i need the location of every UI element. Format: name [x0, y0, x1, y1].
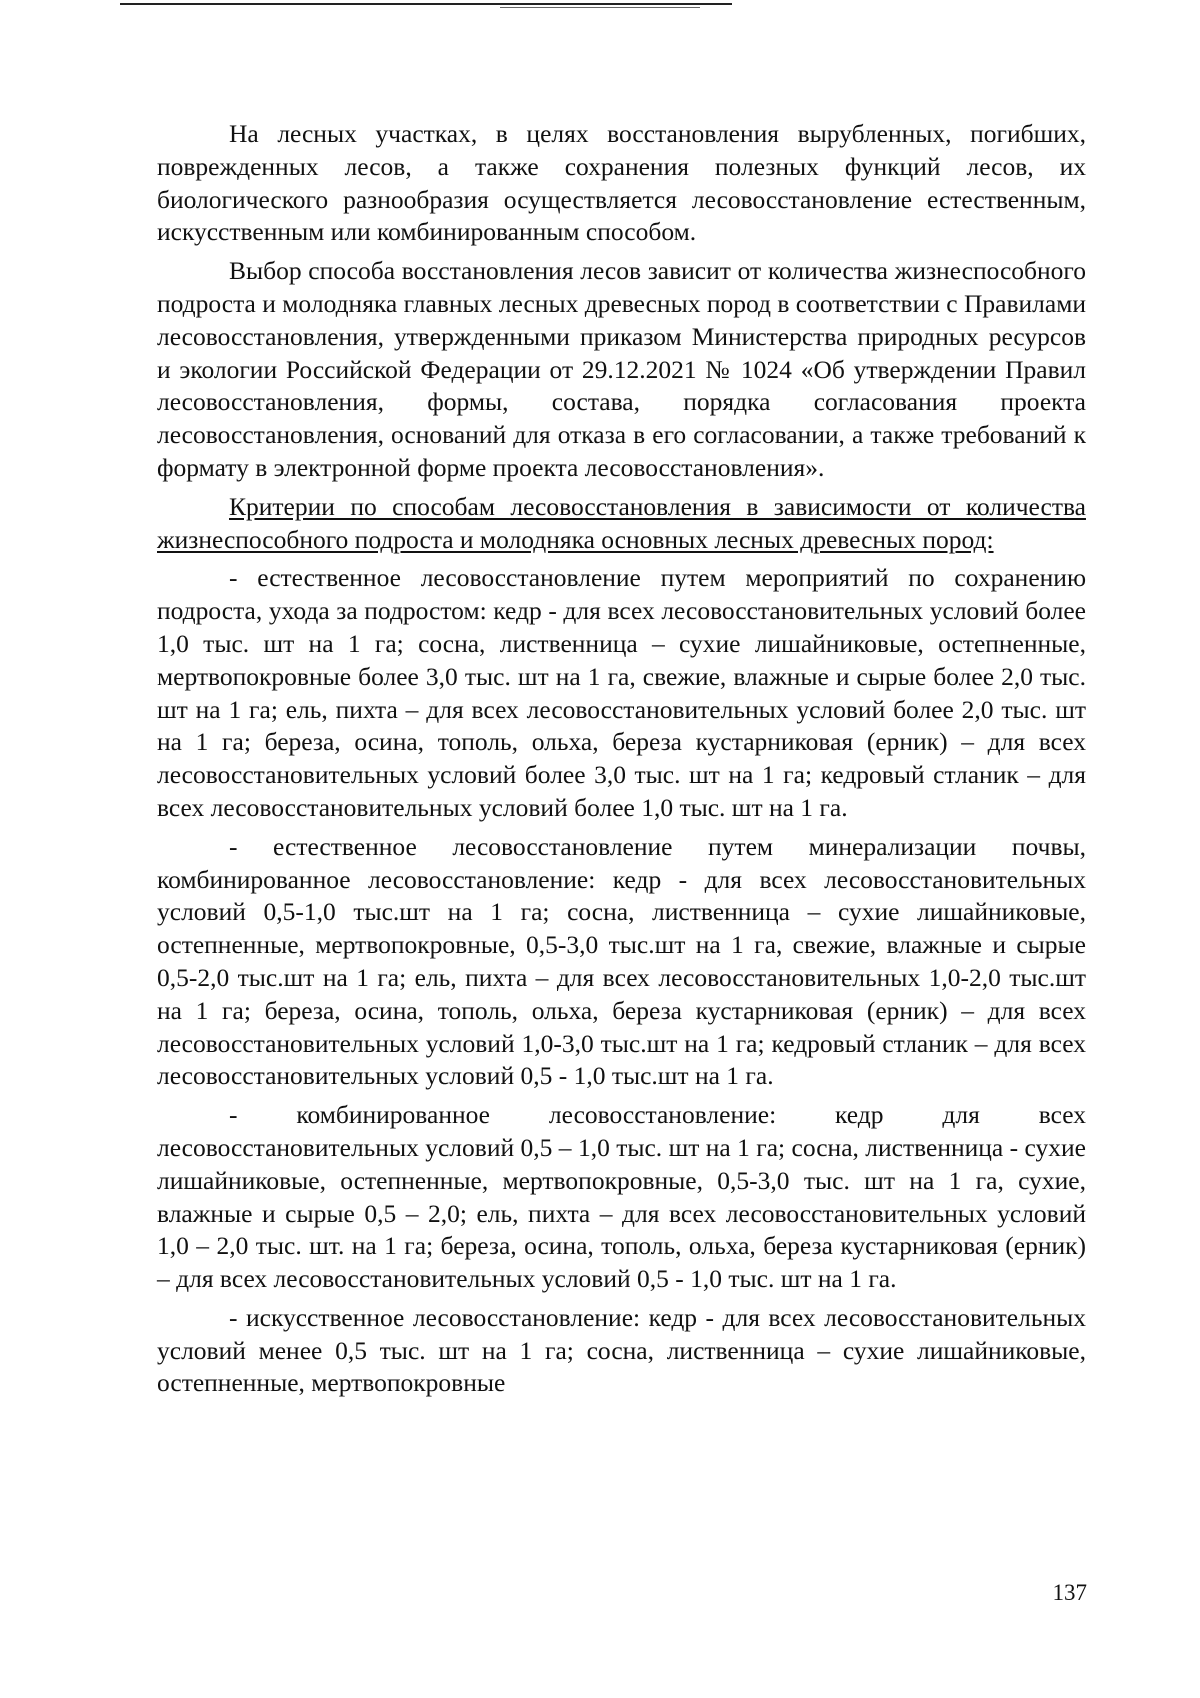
- criteria-heading-text: Критерии по способам лесовосстановления в зависимости от количества жизнеспособного подроста и молодняка основных лесных древесных пород:: [157, 491, 1086, 554]
- criteria-heading: [157, 491, 1086, 557]
- paragraph-artificial: - искусственное лесовосстановление: кедр - для всех лесовосстановительных условий менее 0,5 тыс. шт на 1 га; сосна, лиственница – сухие лишайниковые, остепненные, мертвопокровные: [157, 1302, 1086, 1398]
- document-body: [157, 118, 1086, 1406]
- paragraph-combined: - комбинированное лесовосстановление: кедр для всех лесовосстановительных условий 0,5 – 1,0 тыс. шт на 1 га; сосна, лиственница - сухие лишайниковые, остепненные, мертвопокровные, 0,5-3,0 тыс. шт на 1 га, сухие, влажные и сырые 0,5 – 2,0; ель, пихта – для всех лесовосстановительных условий 1,0 – 2,0 тыс. шт. на 1 га; береза, осина, тополь, ольха, береза кустарниковая (ерник) – для всех лесовосстановительных условий 0,5 - 1,0 тыс. шт на 1 га.: [157, 1100, 1086, 1294]
- scan-artifact-line-secondary: [500, 7, 700, 8]
- paragraph-method-selection: Выбор способа восстановления лесов зависит от количества жизнеспособного подроста и молодняка главных лесных древесных пород в соответствии с Правилами лесовосстановления, утвержденными приказом Министерства природных ресурсов и экологии Российской Федерации от 29.12.2021 № 1024 «Об утверждении Правил лесовосстановления, формы, состава, порядка согласования проекта лесовосстановления, оснований для отказа в его согласовании, а также требований к формату в электронной форме проекта лесовосстановления».: [157, 256, 1086, 482]
- paragraph-natural-mineralization: - естественное лесовосстановление путем минерализации почвы, комбинированное лесовосстановление: кедр - для всех лесовосстановительных условий 0,5-1,0 тыс.шт на 1 га; сосна, лиственница – сухие лишайниковые, остепненные, мертвопокровные, 0,5-3,0 тыс.шт на 1 га, свежие, влажные и сырые 0,5-2,0 тыс.шт на 1 га; ель, пихта – для всех лесовосстановительных 1,0-2,0 тыс.шт на 1 га; береза, осина, тополь, ольха, береза кустарниковая (ерник) – для всех лесовосстановительных условий 1,0-3,0 тыс.шт на 1 га; кедровый стланик – для всех лесовосстановительных условий 0,5 - 1,0 тыс.шт на 1 га.: [157, 831, 1086, 1091]
- paragraph-reforestation-purpose: На лесных участках, в целях восстановления вырубленных, погибших, поврежденных лесов, а также сохранения полезных функций лесов, их биологического разнообразия осуществляется лесовосстановление естественным, искусственным или комбинированным способом.: [157, 119, 1086, 247]
- scan-artifact-line: [120, 3, 732, 5]
- page-number: 137: [1052, 1580, 1087, 1605]
- paragraph-natural-undergrowth: - естественное лесовосстановление путем мероприятий по сохранению подроста, ухода за подростом: кедр - для всех лесовосстановительных условий более 1,0 тыс. шт на 1 га; сосна, лиственница – сухие лишайниковые, остепненные, мертвопокровные более 3,0 тыс. шт на 1 га, свежие, влажные и сырые более 2,0 тыс. шт на 1 га; ель, пихта – для всех лесовосстановительных условий более 2,0 тыс. шт на 1 га; береза, осина, тополь, ольха, береза кустарниковая (ерник) – для всех лесовосстановительных условий более 3,0 тыс. шт на 1 га; кедровый стланик – для всех лесовосстановительных условий более 1,0 тыс. шт на 1 га.: [157, 563, 1086, 822]
